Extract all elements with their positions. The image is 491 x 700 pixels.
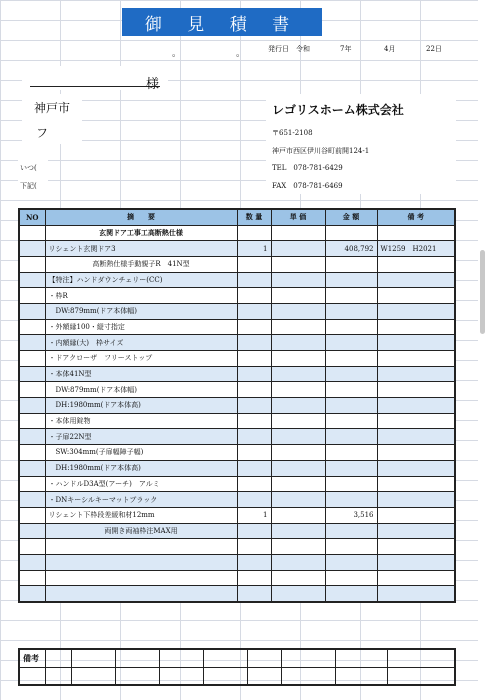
remarks-row — [19, 667, 455, 685]
row-description: SW:304mm(子扉幅障子幅) — [45, 445, 237, 461]
row-amount — [325, 303, 377, 319]
row-description: ・子扉22N型 — [45, 429, 237, 445]
row-quantity — [237, 398, 271, 414]
row-quantity — [237, 523, 271, 539]
row-notes — [377, 351, 455, 367]
header-no: NO — [19, 209, 45, 225]
row-quantity — [237, 303, 271, 319]
row-amount — [325, 523, 377, 539]
row-no — [19, 586, 45, 602]
dot-mark: 。 — [236, 49, 246, 59]
table-row — [19, 272, 455, 288]
row-description: ・内額縁(大) 枠サイズ — [45, 335, 237, 351]
table-row — [19, 554, 455, 570]
row-unit-price — [271, 492, 325, 508]
remarks-cell — [387, 667, 455, 685]
row-quantity — [237, 492, 271, 508]
row-quantity — [237, 351, 271, 367]
row-quantity: 1 — [237, 507, 271, 523]
row-description: ・ハンドルD3A型(アーチ) アルミ — [45, 476, 237, 492]
row-quantity — [237, 554, 271, 570]
row-description: ・ドアクローザ フリーストップ — [45, 351, 237, 367]
issue-date-label: 発行日 — [268, 45, 289, 53]
document-title: 御 見 積 書 — [122, 8, 322, 36]
remarks-cell — [247, 649, 281, 667]
row-amount — [325, 398, 377, 414]
row-description — [45, 586, 237, 602]
row-amount: 408,792 — [325, 241, 377, 257]
row-quantity — [237, 539, 271, 555]
row-unit-price — [271, 256, 325, 272]
row-description: ・外額縁100・縦寸指定 — [45, 319, 237, 335]
remarks-row — [19, 649, 455, 667]
row-unit-price — [271, 429, 325, 445]
row-notes — [377, 335, 455, 351]
row-no — [19, 460, 45, 476]
table-row — [19, 570, 455, 586]
row-notes — [377, 366, 455, 382]
table-row — [19, 460, 455, 476]
remarks-cell — [115, 649, 159, 667]
row-amount — [325, 335, 377, 351]
row-unit-price — [271, 366, 325, 382]
row-description: ・本体41N型 — [45, 366, 237, 382]
row-no — [19, 241, 45, 257]
row-quantity — [237, 586, 271, 602]
row-quantity — [237, 429, 271, 445]
row-no — [19, 272, 45, 288]
row-no — [19, 335, 45, 351]
row-unit-price — [271, 335, 325, 351]
remarks-cell — [159, 667, 203, 685]
row-quantity — [237, 319, 271, 335]
row-description: リシェント下枠段差緩和材12mm — [45, 507, 237, 523]
header-amount: 金 額 — [325, 209, 377, 225]
table-row — [19, 382, 455, 398]
row-notes — [377, 288, 455, 304]
row-unit-price — [271, 570, 325, 586]
remarks-cell — [71, 667, 115, 685]
row-description — [45, 570, 237, 586]
table-row — [19, 523, 455, 539]
row-no — [19, 319, 45, 335]
row-notes — [377, 382, 455, 398]
table-row — [19, 241, 455, 257]
row-quantity — [237, 570, 271, 586]
row-quantity — [237, 335, 271, 351]
row-unit-price — [271, 507, 325, 523]
remarks-cell — [159, 649, 203, 667]
row-description: ・DNキーシルキーマットブラック — [45, 492, 237, 508]
row-quantity — [237, 288, 271, 304]
table-row — [19, 288, 455, 304]
row-amount — [325, 256, 377, 272]
row-no — [19, 554, 45, 570]
row-no — [19, 429, 45, 445]
remarks-cell — [115, 667, 159, 685]
row-quantity — [237, 445, 271, 461]
row-notes — [377, 586, 455, 602]
company-fax: FAX 078-781-6469 — [272, 182, 343, 190]
remarks-table — [18, 648, 456, 686]
customer-name-underline — [30, 86, 160, 87]
row-no — [19, 492, 45, 508]
remarks-cell — [387, 649, 455, 667]
row-no — [19, 303, 45, 319]
company-tel: TEL 078-781-6429 — [272, 164, 343, 172]
company-postal: 〒651-2108 — [272, 129, 313, 137]
row-no — [19, 366, 45, 382]
row-description: DW:879mm(ドア本体幅) — [45, 303, 237, 319]
row-unit-price — [271, 398, 325, 414]
row-unit-price — [271, 303, 325, 319]
row-no — [19, 539, 45, 555]
row-description: 両開き両袖枠注MAX用 — [45, 523, 237, 539]
row-quantity — [237, 382, 271, 398]
row-no — [19, 225, 45, 241]
table-row — [19, 539, 455, 555]
row-notes — [377, 554, 455, 570]
row-no — [19, 398, 45, 414]
company-address: 神戸市西区伊川谷町前開124-1 — [272, 147, 370, 155]
row-amount — [325, 570, 377, 586]
row-amount — [325, 382, 377, 398]
row-amount — [325, 429, 377, 445]
issue-era: 令和 — [296, 45, 310, 53]
row-amount — [325, 586, 377, 602]
row-amount — [325, 319, 377, 335]
row-no — [19, 351, 45, 367]
row-no — [19, 256, 45, 272]
row-notes — [377, 523, 455, 539]
row-unit-price — [271, 586, 325, 602]
table-row — [19, 225, 455, 241]
company-name: レゴリスホーム株式会社 — [272, 103, 404, 117]
row-unit-price — [271, 272, 325, 288]
row-amount — [325, 445, 377, 461]
row-notes — [377, 507, 455, 523]
row-description: 高断熱仕様手動親子R 41N型 — [45, 256, 237, 272]
row-description — [45, 539, 237, 555]
table-row — [19, 351, 455, 367]
row-amount — [325, 225, 377, 241]
row-description: リシェント玄関ドア3 — [45, 241, 237, 257]
header-notes: 備 考 — [377, 209, 455, 225]
row-notes — [377, 256, 455, 272]
row-notes — [377, 539, 455, 555]
table-row — [19, 319, 455, 335]
row-quantity — [237, 476, 271, 492]
row-description: ・枠R — [45, 288, 237, 304]
row-quantity — [237, 413, 271, 429]
remarks-label: 備考 — [19, 649, 45, 667]
header-unit-price: 単 価 — [271, 209, 325, 225]
table-row — [19, 429, 455, 445]
row-notes — [377, 476, 455, 492]
customer-name-partial: フ — [36, 126, 49, 140]
row-amount — [325, 460, 377, 476]
row-no — [19, 382, 45, 398]
note-line-1: いつ( — [20, 164, 37, 172]
table-row — [19, 476, 455, 492]
row-notes — [377, 445, 455, 461]
remarks-cell — [203, 667, 247, 685]
row-description: 玄関ドア工事工高断熱仕様 — [45, 225, 237, 241]
remarks-cell — [71, 649, 115, 667]
header-description: 摘 要 — [45, 209, 237, 225]
row-unit-price — [271, 288, 325, 304]
row-notes — [377, 398, 455, 414]
table-row — [19, 507, 455, 523]
table-row — [19, 398, 455, 414]
row-notes — [377, 570, 455, 586]
row-notes — [377, 492, 455, 508]
row-description: ・本体用錠物 — [45, 413, 237, 429]
row-notes: W1259 H2021 — [377, 241, 455, 257]
row-description: DH:1980mm(ドア本体高) — [45, 460, 237, 476]
row-quantity — [237, 366, 271, 382]
row-no — [19, 445, 45, 461]
row-notes — [377, 272, 455, 288]
row-no — [19, 570, 45, 586]
row-description: 【特注】ハンドダウンチェリー(CC) — [45, 272, 237, 288]
issue-year: 7年 — [340, 45, 352, 53]
row-notes — [377, 429, 455, 445]
dot-mark: 。 — [172, 49, 182, 59]
row-no — [19, 476, 45, 492]
issue-day: 22日 — [426, 45, 442, 53]
table-row — [19, 492, 455, 508]
row-description: DW:879mm(ドア本体幅) — [45, 382, 237, 398]
row-amount — [325, 272, 377, 288]
issue-month: 4月 — [384, 45, 396, 53]
row-unit-price — [271, 523, 325, 539]
customer-honorific: 様 — [146, 77, 160, 92]
remarks-cell — [281, 649, 335, 667]
row-quantity — [237, 272, 271, 288]
table-row — [19, 366, 455, 382]
row-no — [19, 288, 45, 304]
table-row — [19, 413, 455, 429]
header-quantity: 数 量 — [237, 209, 271, 225]
customer-city: 神戸市 — [34, 101, 71, 115]
row-amount — [325, 476, 377, 492]
row-quantity — [237, 256, 271, 272]
table-row — [19, 586, 455, 602]
row-notes — [377, 319, 455, 335]
row-amount — [325, 288, 377, 304]
row-no — [19, 507, 45, 523]
row-unit-price — [271, 319, 325, 335]
remarks-cell — [247, 667, 281, 685]
row-unit-price — [271, 241, 325, 257]
table-row — [19, 335, 455, 351]
row-amount — [325, 366, 377, 382]
row-quantity — [237, 225, 271, 241]
estimate-items-table — [18, 208, 456, 603]
row-notes — [377, 225, 455, 241]
row-unit-price — [271, 225, 325, 241]
row-unit-price — [271, 351, 325, 367]
row-no — [19, 523, 45, 539]
row-unit-price — [271, 445, 325, 461]
row-amount — [325, 413, 377, 429]
remarks-cell — [45, 649, 71, 667]
table-header-row — [19, 209, 455, 225]
row-unit-price — [271, 539, 325, 555]
row-unit-price — [271, 413, 325, 429]
row-quantity: 1 — [237, 241, 271, 257]
row-amount: 3,516 — [325, 507, 377, 523]
vertical-scrollbar[interactable] — [480, 250, 485, 334]
row-amount — [325, 554, 377, 570]
remarks-cell — [335, 649, 387, 667]
row-description — [45, 554, 237, 570]
row-unit-price — [271, 460, 325, 476]
remarks-cell — [203, 649, 247, 667]
row-amount — [325, 539, 377, 555]
table-row — [19, 256, 455, 272]
note-line-2: 下記( — [20, 182, 37, 190]
remarks-cell — [45, 667, 71, 685]
row-amount — [325, 492, 377, 508]
row-amount — [325, 351, 377, 367]
row-no — [19, 413, 45, 429]
row-unit-price — [271, 476, 325, 492]
row-unit-price — [271, 382, 325, 398]
row-notes — [377, 413, 455, 429]
row-notes — [377, 303, 455, 319]
remarks-cell — [281, 667, 335, 685]
row-unit-price — [271, 554, 325, 570]
remarks-cell — [335, 667, 387, 685]
remarks-cell — [19, 667, 45, 685]
row-notes — [377, 460, 455, 476]
table-row — [19, 303, 455, 319]
row-quantity — [237, 460, 271, 476]
row-description: DH:1980mm(ドア本体高) — [45, 398, 237, 414]
table-row — [19, 445, 455, 461]
